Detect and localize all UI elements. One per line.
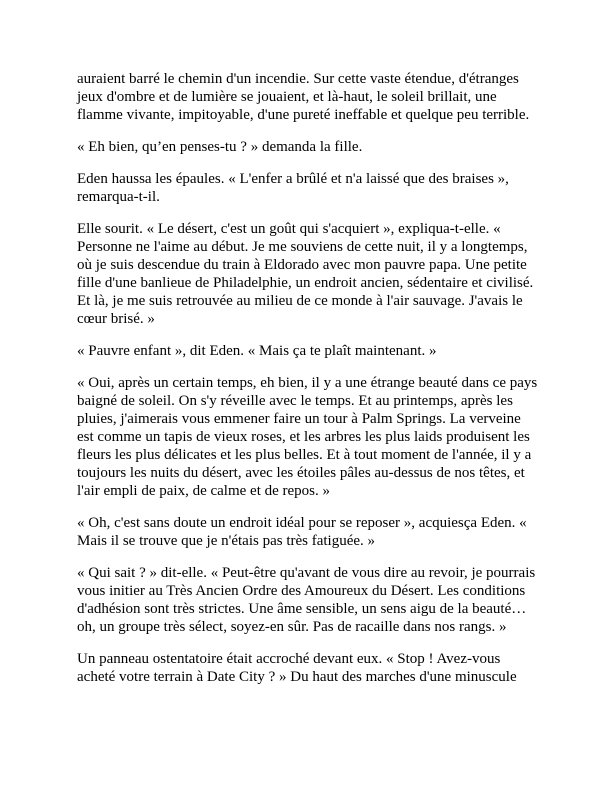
paragraph-6: « Oui, après un certain temps, eh bien, il y a une étrange beauté dans ce pays baigné de soleil. On s'y réveille avec le temps. Et au printemps, après les pluies, j'aimerais vous emmener faire un tour à Palm Springs. La verveine est comme un tapis de vieux roses, et les arbres les plus laids produisent les fleurs les plus délicates et les plus belles. Et à tout moment de l'année, il y a toujours les nuits du désert, avec les étoiles pâles au-dessus de nos têtes, et l'air empli de paix, de calme et de repos. » — [77, 375, 538, 499]
paragraph-5: « Pauvre enfant », dit Eden. « Mais ça te plaît maintenant. » — [77, 343, 437, 359]
paragraph-1: auraient barré le chemin d'un incendie. Sur cette vaste étendue, d'étranges jeux d'ombre et de lumière se jouaient, et là-haut, le soleil brillait, une flamme vivante, impitoyable, d'une pureté ineffable et quelque peu terrible. — [77, 71, 530, 123]
paragraph-3: Eden haussa les épaules. « L'enfer a brûlé et n'a laissé que des braises », remarqua-t-il. — [77, 171, 509, 205]
page-body — [77, 70, 539, 700]
paragraph-2: « Eh bien, qu’en penses-tu ? » demanda la fille. — [77, 139, 363, 155]
paragraph-4: Elle sourit. « Le désert, c'est un goût qui s'acquiert », expliqua-t-elle. « Personne ne l'aime au début. Je me souviens de cette nuit, il y a longtemps, où je suis descendue du train à Eldorado avec mon pauvre papa. Une petite fille d'une banlieue de Philadelphie, un endroit ancien, sédentaire et civilisé. Et là, je me suis retrouvée au milieu de ce monde à l'air sauvage. J'avais le cœur brisé. » — [77, 221, 534, 327]
paragraph-8: « Qui sait ? » dit-elle. « Peut-être qu'avant de vous dire au revoir, je pourrais vous initier au Très Ancien Ordre des Amoureux du Désert. Les conditions d'adhésion sont très strictes. Une âme sensible, un sens aigu de la beauté… oh, un groupe très sélect, soyez-en sûr. Pas de racaille dans nos rangs. » — [77, 565, 536, 635]
paragraph-9: Un panneau ostentatoire était accroché devant eux. « Stop ! Avez-vous acheté votre terrain à Date City ? » Du haut des marches d'une minuscule — [77, 651, 517, 685]
paragraph-7: « Oh, c'est sans doute un endroit idéal pour se reposer », acquiesça Eden. « Mais il se trouve que je n'étais pas très fatiguée. » — [77, 515, 527, 549]
